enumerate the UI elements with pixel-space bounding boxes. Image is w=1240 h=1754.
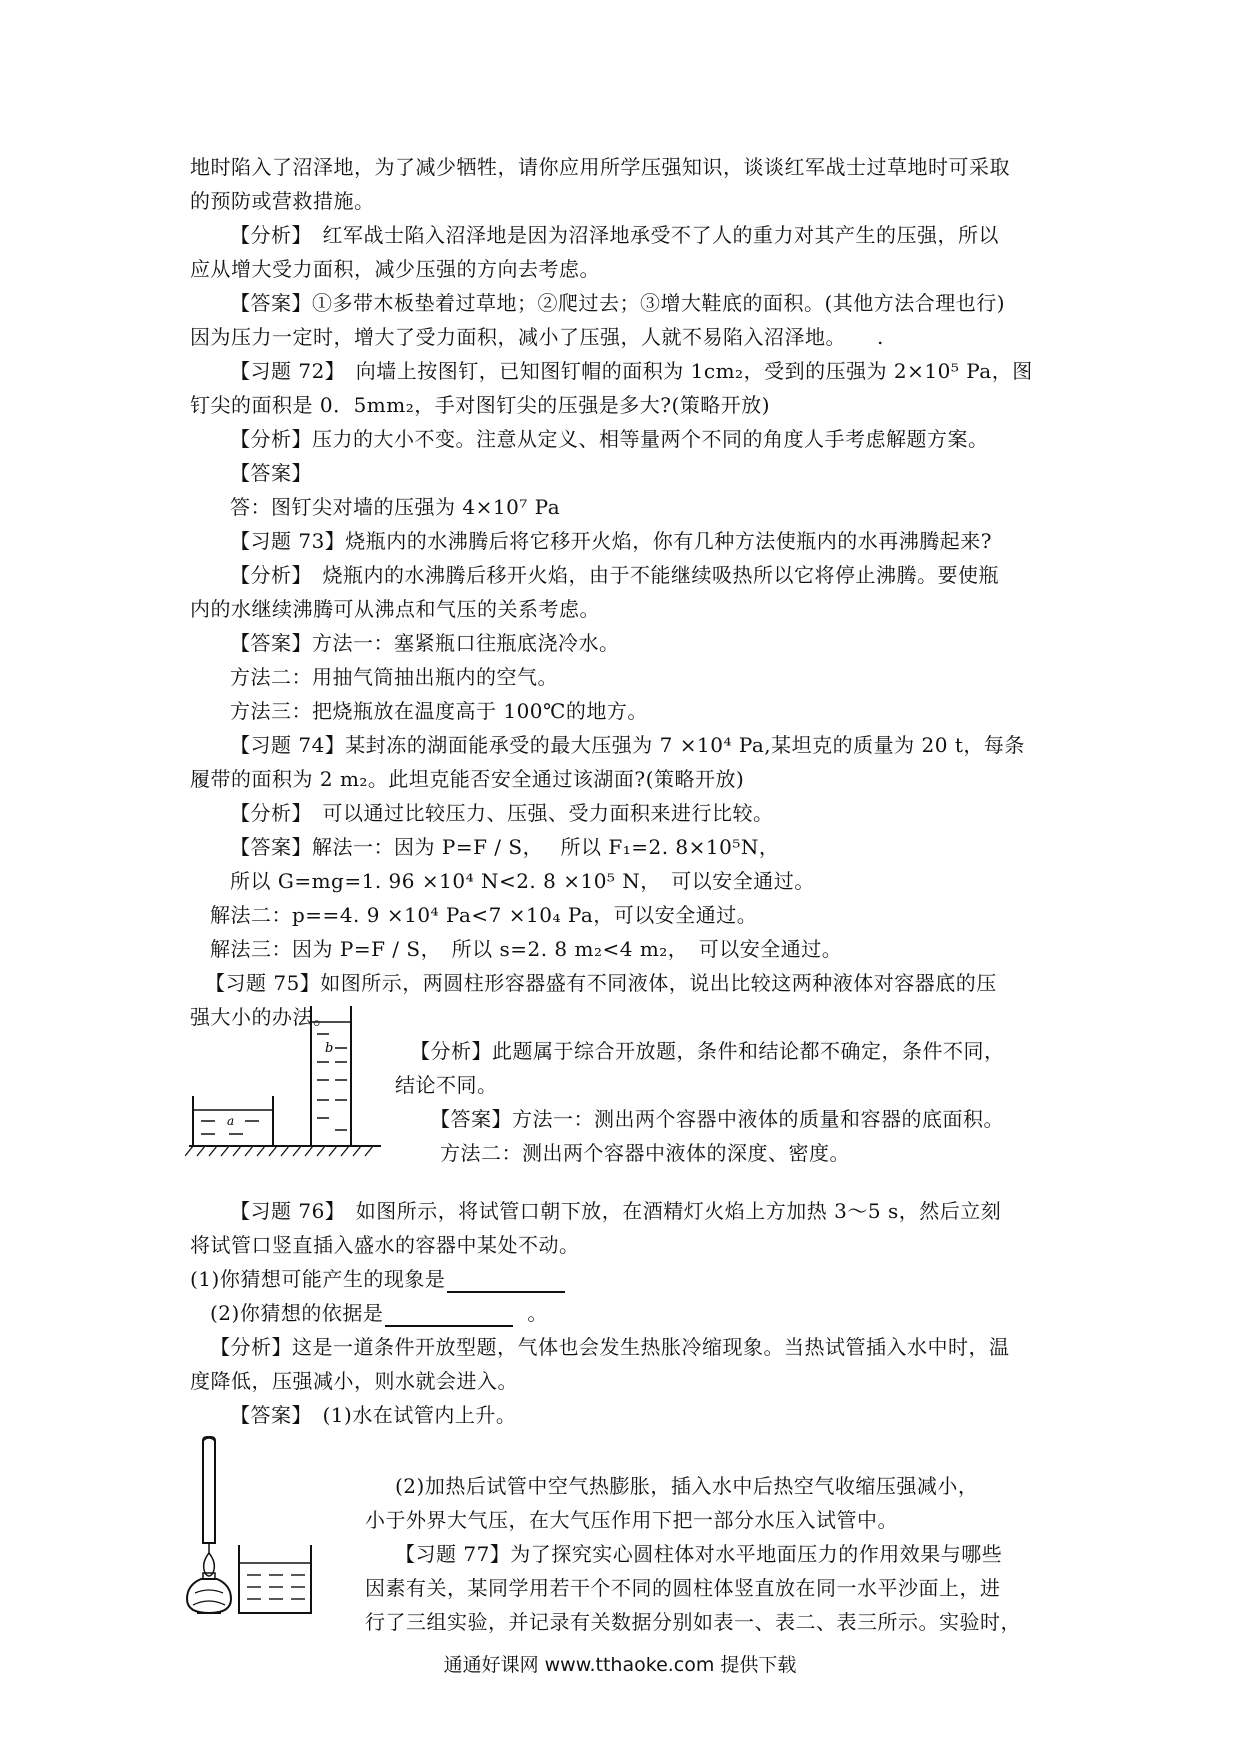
text-line: 【习题 72】 向墙上按图钉，已知图钉帽的面积为 1cm₂，受到的压强为 2×10⁵ Pa，图 [230, 359, 1033, 383]
text-line: 【分析】此题属于综合开放题，条件和结论都不确定，条件不同， [410, 1039, 1005, 1063]
text-line: 【答案】方法一：塞紧瓶口往瓶底浇冷水。 [230, 631, 620, 655]
text-line: 【答案】解法一：因为 P=F / S， 所以 F₁=2. 8×10⁵N， [230, 835, 780, 859]
text-line: 小于外界大气压，在大气压作用下把一部分水压入试管中。 [365, 1508, 898, 1532]
text-line: 【分析】压力的大小不变。注意从定义、相等量两个不同的角度人手考虑解题方案。 [230, 427, 989, 451]
text-line: 【习题 77】为了探究实心圆柱体对水平地面压力的作用效果与哪些 [395, 1542, 1003, 1566]
text-line: 地时陷入了沼泽地，为了减少牺牲，请你应用所学压强知识，谈谈红军战士过草地时可采取 [190, 155, 1010, 179]
text-line: 【答案】①多带木板垫着过草地；②爬过去；③增大鞋底的面积。(其他方法合理也行) [230, 291, 1006, 315]
question-text: (2)你猜想的依据是 [210, 1301, 384, 1325]
text-line: 【答案】 (1)水在试管内上升。 [230, 1403, 517, 1427]
text-line: 方法三：把烧瓶放在温度高于 100℃的地方。 [230, 699, 648, 723]
text-line: 【习题 74】某封冻的湖面能承受的最大压强为 7 ×10⁴ Pa,某坦克的质量为 20 t，每条 [230, 733, 1025, 757]
text-line: 强大小的办法。 [190, 1005, 334, 1029]
text-line: 内的水继续沸腾可从沸点和气压的关系考虑。 [190, 597, 600, 621]
text-line: 所以 G=mg=1. 96 ×10⁴ N<2. 8 ×10⁵ N， 可以安全通过。 [230, 869, 815, 893]
text-line: 【答案】方法一：测出两个容器中液体的质量和容器的底面积。 [430, 1107, 1004, 1131]
text-line: 【习题 76】 如图所示，将试管口朝下放，在酒精灯火焰上方加热 3～5 s，然后立刻 [230, 1199, 1002, 1223]
test-tube-lamp-figure [183, 1435, 343, 1620]
answer-blank[interactable] [447, 1271, 565, 1293]
text-line: 【习题 73】烧瓶内的水沸腾后将它移开火焰，你有几种方法使瓶内的水再沸腾起来? [230, 529, 993, 553]
text-line: 【答案】 [230, 461, 312, 485]
page-footer: 通通好课网 www.tthaoke.com 提供下载 [443, 1654, 797, 1676]
answer-blank[interactable] [385, 1305, 513, 1327]
text-line: 答：图钉尖对墙的压强为 4×10⁷ Pa [230, 495, 561, 519]
text-line: 将试管口竖直插入盛水的容器中某处不动。 [190, 1233, 580, 1257]
text-line: 【分析】 烧瓶内的水沸腾后移开火焰，由于不能继续吸热所以它将停止沸腾。要使瓶 [230, 563, 999, 587]
text-line: 应从增大受力面积，减少压强的方向去考虑。 [190, 257, 600, 281]
text-line: 【分析】 红军战士陷入沼泽地是因为沼泽地承受不了人的重力对其产生的压强，所以 [230, 223, 999, 247]
text-line: 因素有关，某同学用若干个不同的圆柱体竖直放在同一水平沙面上，进 [365, 1576, 1001, 1600]
text-line: 的预防或营救措施。 [190, 189, 375, 213]
question-text: (1)你猜想可能产生的现象是 [190, 1267, 446, 1291]
text-line: 因为压力一定时，增大了受力面积，减小了压强，人就不易陷入沼泽地。 . [190, 325, 884, 349]
text-line: 方法二：测出两个容器中液体的深度、密度。 [440, 1141, 850, 1165]
text-line [210, 1299, 548, 1327]
text-line: 方法二：用抽气筒抽出瓶内的空气。 [230, 665, 558, 689]
text-line: 解法三：因为 P=F / S， 所以 s=2. 8 m₂<4 m₂， 可以安全通过。 [210, 937, 843, 961]
text-line: 【习题 75】如图所示，两圆柱形容器盛有不同液体，说出比较这两种液体对容器底的压 [205, 971, 997, 995]
label-a: a [227, 1114, 235, 1128]
text-line: 钉尖的面积是 0．5mm₂，手对图钉尖的压强是多大?(策略开放) [190, 393, 771, 417]
text-line: (2)加热后试管中空气热膨胀，插入水中后热空气收缩压强减小， [395, 1474, 979, 1498]
text-line: 结论不同。 [395, 1073, 498, 1097]
text-line: 解法二：p==4. 9 ×10⁴ Pa<7 ×10₄ Pa，可以安全通过。 [210, 903, 758, 927]
period: 。 [527, 1301, 548, 1325]
text-line: 度降低，压强减小，则水就会进入。 [190, 1369, 518, 1393]
text-line: 履带的面积为 2 m₂。此坦克能否安全通过该湖面?(策略开放) [190, 767, 745, 791]
text-line: 【分析】这是一道条件开放型题，气体也会发生热胀冷缩现象。当热试管插入水中时，温 [210, 1335, 1010, 1359]
label-b: b [325, 1041, 334, 1056]
two-containers-figure [185, 1000, 385, 1160]
text-line [190, 1265, 565, 1293]
text-line: 行了三组实验，并记录有关数据分别如表一、表二、表三所示。实验时， [365, 1610, 1021, 1634]
text-line: 【分析】 可以通过比较压力、压强、受力面积来进行比较。 [230, 801, 774, 825]
